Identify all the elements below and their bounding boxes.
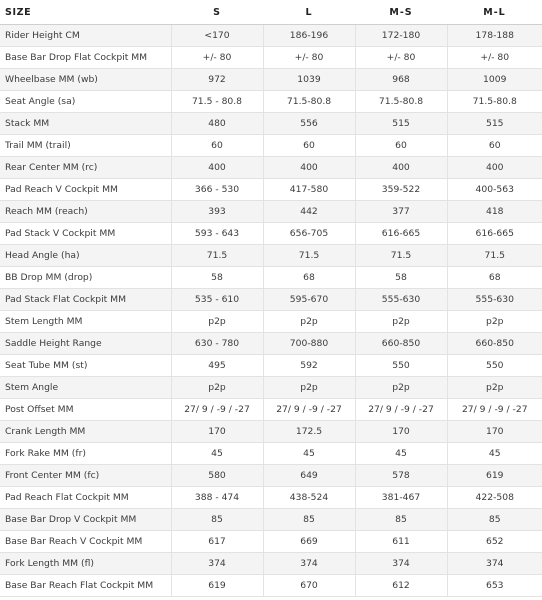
table-cell: 611 [355, 531, 447, 553]
table-cell: <170 [171, 25, 263, 47]
table-cell: p2p [263, 311, 355, 333]
table-row [0, 487, 542, 509]
table-cell: 555-630 [447, 289, 542, 311]
row-label: Pad Reach Flat Cockpit MM [0, 487, 171, 509]
table-cell: 515 [447, 113, 542, 135]
table-row [0, 553, 542, 575]
row-label: Pad Reach V Cockpit MM [0, 179, 171, 201]
table-cell: p2p [263, 377, 355, 399]
row-label: Crank Length MM [0, 421, 171, 443]
row-label: Seat Tube MM (st) [0, 355, 171, 377]
table-cell: 186-196 [263, 25, 355, 47]
table-cell: 71.5 [263, 245, 355, 267]
row-label: Rider Height CM [0, 25, 171, 47]
table-cell: 593 - 643 [171, 223, 263, 245]
table-cell: 45 [355, 443, 447, 465]
row-label: Seat Angle (sa) [0, 91, 171, 113]
table-cell: 374 [447, 553, 542, 575]
table-cell: 400 [447, 157, 542, 179]
table-cell: 400 [171, 157, 263, 179]
row-label: Rear Center MM (rc) [0, 157, 171, 179]
table-cell: p2p [447, 311, 542, 333]
row-label: Trail MM (trail) [0, 135, 171, 157]
row-label: Head Angle (ha) [0, 245, 171, 267]
table-cell: 359-522 [355, 179, 447, 201]
table-cell: 535 - 610 [171, 289, 263, 311]
table-cell: p2p [355, 377, 447, 399]
table-cell: 170 [171, 421, 263, 443]
table-cell: 612 [355, 575, 447, 597]
row-label: Wheelbase MM (wb) [0, 69, 171, 91]
table-cell: 1009 [447, 69, 542, 91]
table-cell: 85 [447, 509, 542, 531]
table-row [0, 179, 542, 201]
table-row [0, 399, 542, 421]
table-row [0, 443, 542, 465]
table-cell: 60 [447, 135, 542, 157]
table-cell: +/- 80 [447, 47, 542, 69]
table-cell: 669 [263, 531, 355, 553]
size-header-m-l: M-L [447, 0, 542, 25]
table-cell: 616-665 [355, 223, 447, 245]
row-label: Base Bar Drop V Cockpit MM [0, 509, 171, 531]
table-row [0, 69, 542, 91]
table-row [0, 91, 542, 113]
table-cell: 417-580 [263, 179, 355, 201]
row-label: Base Bar Reach V Cockpit MM [0, 531, 171, 553]
table-cell: p2p [171, 377, 263, 399]
table-row [0, 245, 542, 267]
table-row [0, 333, 542, 355]
table-row [0, 311, 542, 333]
table-row [0, 575, 542, 597]
table-cell: 400-563 [447, 179, 542, 201]
table-cell: 68 [263, 267, 355, 289]
table-cell: 85 [355, 509, 447, 531]
table-cell: 71.5-80.8 [263, 91, 355, 113]
table-cell: 555-630 [355, 289, 447, 311]
table-cell: 393 [171, 201, 263, 223]
table-cell: 660-850 [447, 333, 542, 355]
table-cell: 670 [263, 575, 355, 597]
row-label: Reach MM (reach) [0, 201, 171, 223]
table-cell: 60 [263, 135, 355, 157]
table-cell: 27/ 9 / -9 / -27 [355, 399, 447, 421]
table-cell: 60 [171, 135, 263, 157]
table-cell: 374 [171, 553, 263, 575]
table-row [0, 25, 542, 47]
table-cell: 578 [355, 465, 447, 487]
table-cell: 580 [171, 465, 263, 487]
table-cell: +/- 80 [263, 47, 355, 69]
table-row [0, 289, 542, 311]
row-label: Pad Stack V Cockpit MM [0, 223, 171, 245]
row-label: Stack MM [0, 113, 171, 135]
table-row [0, 113, 542, 135]
table-row [0, 531, 542, 553]
table-cell: 550 [447, 355, 542, 377]
table-cell: 27/ 9 / -9 / -27 [447, 399, 542, 421]
table-cell: 972 [171, 69, 263, 91]
table-cell: 515 [355, 113, 447, 135]
table-cell: +/- 80 [171, 47, 263, 69]
table-cell: 1039 [263, 69, 355, 91]
table-cell: 71.5 [447, 245, 542, 267]
table-cell: 71.5 - 80.8 [171, 91, 263, 113]
table-cell: 172-180 [355, 25, 447, 47]
table-cell: 418 [447, 201, 542, 223]
table-cell: 85 [263, 509, 355, 531]
table-row [0, 465, 542, 487]
table-cell: 652 [447, 531, 542, 553]
row-label: Pad Stack Flat Cockpit MM [0, 289, 171, 311]
table-cell: 58 [171, 267, 263, 289]
table-cell: 592 [263, 355, 355, 377]
table-cell: 556 [263, 113, 355, 135]
table-cell: 630 - 780 [171, 333, 263, 355]
table-cell: 649 [263, 465, 355, 487]
table-cell: 366 - 530 [171, 179, 263, 201]
table-cell: 550 [355, 355, 447, 377]
table-cell: 45 [263, 443, 355, 465]
table-cell: 381-467 [355, 487, 447, 509]
table-cell: 653 [447, 575, 542, 597]
row-label: Saddle Height Range [0, 333, 171, 355]
table-cell: 617 [171, 531, 263, 553]
table-cell: 60 [355, 135, 447, 157]
table-cell: 700-880 [263, 333, 355, 355]
table-cell: 656-705 [263, 223, 355, 245]
table-row [0, 509, 542, 531]
table-cell: 595-670 [263, 289, 355, 311]
table-cell: 71.5-80.8 [447, 91, 542, 113]
table-cell: 619 [171, 575, 263, 597]
table-cell: 45 [171, 443, 263, 465]
row-label: Base Bar Drop Flat Cockpit MM [0, 47, 171, 69]
table-cell: p2p [447, 377, 542, 399]
row-label: BB Drop MM (drop) [0, 267, 171, 289]
table-cell: p2p [355, 311, 447, 333]
size-header-s: S [171, 0, 263, 25]
table-row [0, 135, 542, 157]
row-label: Fork Length MM (fl) [0, 553, 171, 575]
table-cell: 27/ 9 / -9 / -27 [171, 399, 263, 421]
table-row [0, 157, 542, 179]
table-cell: 45 [447, 443, 542, 465]
table-cell: 178-188 [447, 25, 542, 47]
table-cell: 660-850 [355, 333, 447, 355]
row-label: Stem Angle [0, 377, 171, 399]
table-cell: 968 [355, 69, 447, 91]
table-row [0, 355, 542, 377]
header-row [0, 0, 542, 25]
table-cell: p2p [171, 311, 263, 333]
row-label: Post Offset MM [0, 399, 171, 421]
table-row [0, 267, 542, 289]
table-cell: 170 [355, 421, 447, 443]
row-label: Fork Rake MM (fr) [0, 443, 171, 465]
table-row [0, 377, 542, 399]
size-header-m-s: M-S [355, 0, 447, 25]
row-label: Front Center MM (fc) [0, 465, 171, 487]
table-cell: 377 [355, 201, 447, 223]
table-cell: 170 [447, 421, 542, 443]
table-row [0, 421, 542, 443]
table-cell: 388 - 474 [171, 487, 263, 509]
table-cell: 616-665 [447, 223, 542, 245]
row-label: Base Bar Reach Flat Cockpit MM [0, 575, 171, 597]
table-cell: 58 [355, 267, 447, 289]
table-cell: +/- 80 [355, 47, 447, 69]
table-row [0, 201, 542, 223]
table-cell: 442 [263, 201, 355, 223]
table-cell: 68 [447, 267, 542, 289]
table-row [0, 223, 542, 245]
table-cell: 374 [355, 553, 447, 575]
size-column-header: SIZE [0, 0, 171, 25]
table-cell: 27/ 9 / -9 / -27 [263, 399, 355, 421]
table-row [0, 47, 542, 69]
table-cell: 374 [263, 553, 355, 575]
table-cell: 85 [171, 509, 263, 531]
row-label: Stem Length MM [0, 311, 171, 333]
table-cell: 438-524 [263, 487, 355, 509]
table-cell: 400 [355, 157, 447, 179]
table-cell: 480 [171, 113, 263, 135]
table-cell: 400 [263, 157, 355, 179]
table-cell: 71.5-80.8 [355, 91, 447, 113]
geometry-table-body [0, 25, 542, 597]
table-cell: 172.5 [263, 421, 355, 443]
table-cell: 619 [447, 465, 542, 487]
table-cell: 71.5 [171, 245, 263, 267]
table-cell: 71.5 [355, 245, 447, 267]
table-cell: 422-508 [447, 487, 542, 509]
size-header-l: L [263, 0, 355, 25]
table-cell: 495 [171, 355, 263, 377]
